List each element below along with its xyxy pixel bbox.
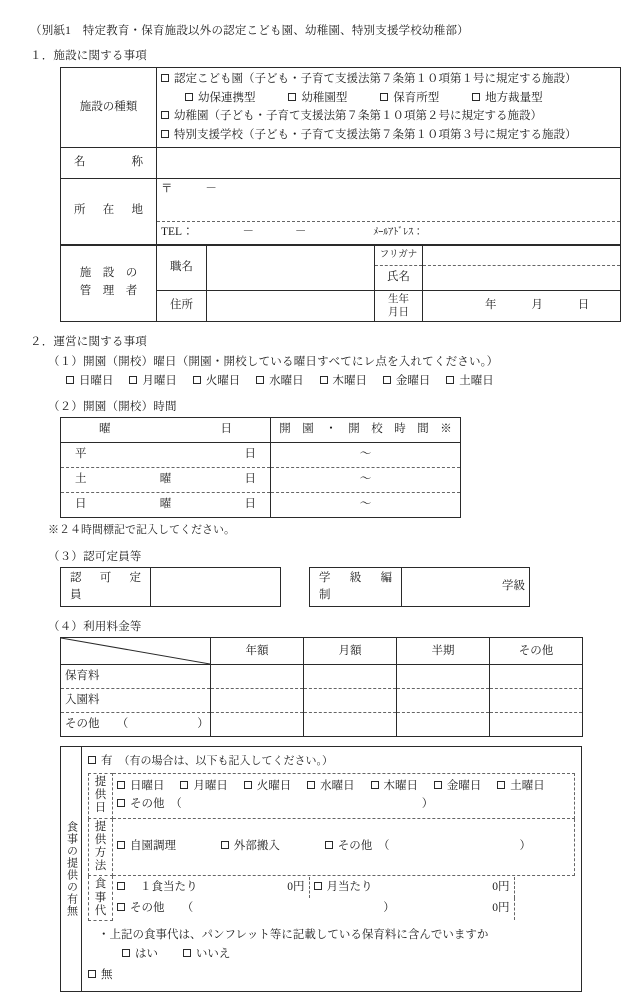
table-row-facility-address	[61, 178, 621, 221]
checkbox-icon[interactable]	[88, 756, 96, 764]
facility-type-option-label: 認定こども園（子ども・子育て支援法第７条第１０項第１号に規定する施設）	[174, 73, 577, 85]
fee-row-label-childcare: 保育料	[61, 665, 211, 689]
checkbox-icon[interactable]	[129, 376, 137, 384]
manager-job-title-field[interactable]	[207, 245, 375, 290]
capacity-row	[60, 567, 608, 608]
open-day-label: 土曜日	[459, 374, 494, 387]
open-day-option-6[interactable]	[446, 375, 494, 387]
section2-sub1-title: （１）開園（開校）曜日（開園・開校している曜日すべてにレ点を入れてください。）	[48, 355, 499, 368]
hours-row-label-text: 土 曜 日	[75, 473, 256, 486]
facility-name-label	[61, 147, 157, 178]
facility-type-options	[157, 68, 621, 148]
provide-method-other-close: ）	[519, 840, 531, 853]
fee-cell[interactable]	[211, 713, 304, 737]
authorized-capacity-label-text: 認 可 定 員	[70, 571, 153, 601]
provide-day-option-6[interactable]	[497, 780, 545, 792]
facility-subtype-label: 保育所型	[393, 91, 440, 104]
provide-method-label-line2: 方法	[94, 846, 107, 873]
provide-day-label: 日曜日	[130, 780, 165, 793]
section2-sub3-title: （３）認可定員等	[48, 550, 142, 563]
meal-fee-per-month-amount[interactable]: 0円	[492, 881, 510, 894]
provide-method-label	[89, 818, 113, 876]
class-organization-label	[310, 567, 402, 607]
table-row	[61, 467, 461, 492]
checkbox-icon[interactable]	[117, 799, 125, 807]
open-day-option-1[interactable]	[129, 375, 177, 387]
open-day-option-0[interactable]	[66, 375, 114, 387]
table-row-meal-fee	[89, 876, 575, 921]
facility-subtype-label: 地方裁量型	[485, 91, 543, 104]
hours-col-time-header: 開 園 ・ 開 校 時 間 ※	[271, 417, 461, 442]
fee-row-label-other: その他 （ ）	[61, 713, 211, 737]
provide-days-other[interactable]	[117, 796, 570, 813]
provide-day-label: 木曜日	[383, 780, 418, 793]
meal-fee-per-month[interactable]	[309, 877, 514, 898]
meal-fee-answer-yes[interactable]	[122, 948, 158, 960]
opening-hours-table	[60, 417, 461, 518]
meal-none-label: 無	[101, 969, 113, 982]
table-row-facility-name	[61, 147, 621, 178]
diagonal-line-icon	[61, 638, 210, 664]
checkbox-icon[interactable]	[122, 949, 130, 957]
checkbox-icon[interactable]	[161, 111, 169, 119]
provide-days-other-close: ）	[421, 797, 434, 810]
class-unit-label: 学級	[502, 580, 525, 593]
email-label: ﾒｰﾙｱﾄﾞﾚｽ：	[373, 226, 424, 238]
provide-method-other[interactable]	[325, 840, 531, 852]
checkbox-icon[interactable]	[185, 93, 193, 101]
table-row	[61, 689, 583, 713]
facility-subtype-1[interactable]	[288, 89, 347, 108]
section2-sub4-title: （４）利用料金等	[48, 621, 142, 634]
meal-fee-label-char: 代	[94, 904, 107, 917]
table-row	[310, 567, 530, 607]
provide-method-other-label: その他 （	[337, 840, 390, 853]
checkbox-icon[interactable]	[371, 781, 379, 789]
checkbox-icon[interactable]	[434, 781, 442, 789]
manager-address-label: 住所	[157, 290, 207, 321]
facility-subtype-label: 幼稚園型	[301, 91, 348, 104]
meal-fee-per-meal-label: １食当たり	[140, 881, 198, 894]
meal-fee-per-meal[interactable]	[113, 877, 309, 898]
meal-has-label: 有	[101, 755, 113, 768]
meal-fee-answer-no[interactable]	[183, 948, 231, 960]
checkbox-icon[interactable]	[472, 93, 480, 101]
class-organization-table	[309, 567, 530, 608]
meal-fee-inner-table	[113, 877, 575, 920]
fee-col-header-monthly: 月額	[304, 638, 397, 665]
meal-fee-other[interactable]	[113, 898, 514, 919]
facility-subtype-label: 幼保連携型	[198, 91, 256, 104]
checkbox-icon[interactable]	[180, 781, 188, 789]
meal-fee-question: ・上記の食事代は、パンフレット等に記載している保育料に含んでいますか	[98, 929, 489, 942]
birthdate-year-unit: 年	[485, 299, 497, 311]
checkbox-icon[interactable]	[161, 74, 169, 82]
facility-type-option-label: 幼稚園（子ども・子育て支援法第７条第１０項第２号に規定する施設）	[174, 110, 542, 123]
meal-fee-label	[89, 876, 113, 921]
fee-cell[interactable]	[490, 713, 583, 737]
meal-fee-label-char: 食	[94, 878, 107, 891]
open-day-option-5[interactable]	[383, 375, 431, 387]
manager-birthdate-field[interactable]	[423, 290, 621, 321]
class-organization-field[interactable]	[402, 567, 530, 607]
checkbox-icon[interactable]	[193, 376, 201, 384]
authorized-capacity-label	[61, 567, 151, 607]
fee-cell[interactable]	[397, 665, 490, 689]
class-organization-label-text: 学 級 編 制	[319, 571, 404, 601]
manager-label-line1: 施 設 の	[79, 267, 138, 280]
table-row	[113, 898, 575, 919]
section2-title: ２．運営に関する事項	[30, 335, 147, 348]
meal-has-option[interactable]	[88, 752, 575, 771]
provide-method-options	[113, 818, 575, 876]
fee-cell[interactable]	[211, 689, 304, 713]
tel-dash-2: －	[294, 225, 307, 238]
open-day-label: 日曜日	[79, 374, 114, 387]
table-header-row	[61, 417, 461, 442]
manager-name-label: 氏名	[375, 265, 423, 290]
fee-cell[interactable]	[397, 689, 490, 713]
usage-fee-table	[60, 637, 583, 737]
provide-days-weekdays	[117, 778, 570, 795]
fee-cell[interactable]	[304, 713, 397, 737]
open-day-label: 木曜日	[332, 374, 367, 387]
meal-fee-answer-label: はい	[135, 948, 158, 961]
facility-type-option-label: 特別支援学校（子ども・子育て支援法第７条第１０項第３号に規定する施設）	[174, 128, 577, 141]
provide-day-label: 金曜日	[446, 780, 482, 793]
birthdate-day-unit: 日	[577, 299, 590, 311]
facility-contact-row	[157, 221, 621, 244]
facility-type-option-0[interactable]	[161, 70, 616, 89]
authorized-capacity-table	[60, 567, 281, 608]
facility-info-table	[60, 67, 621, 245]
provide-day-option-3[interactable]	[307, 780, 355, 792]
checkbox-icon[interactable]	[256, 376, 264, 384]
provide-days-label-char: 日	[94, 802, 107, 815]
document-header: （別紙1 特定教育・保育施設以外の認定こども園、幼稚園、特別支援学校幼稚部）	[30, 25, 469, 37]
open-day-option-3[interactable]	[256, 375, 304, 387]
table-row	[61, 442, 461, 467]
checkbox-icon[interactable]	[320, 376, 328, 384]
facility-subtype-0[interactable]	[185, 89, 256, 108]
manager-job-title-label: 職名	[157, 245, 207, 290]
facility-address-label	[61, 178, 157, 244]
checkbox-icon[interactable]	[117, 841, 125, 849]
checkbox-icon[interactable]	[117, 781, 125, 789]
fee-cell[interactable]	[490, 689, 583, 713]
meal-provision-box	[60, 746, 582, 991]
table-row	[113, 877, 575, 898]
meal-has-hint: （有の場合は、以下も記入してください。）	[118, 755, 333, 768]
facility-subtype-3[interactable]	[472, 89, 543, 108]
facility-manager-table	[60, 245, 621, 322]
provide-day-option-1[interactable]	[180, 780, 228, 792]
provide-days-options	[113, 773, 575, 818]
meal-detail-table	[88, 773, 575, 921]
hours-row-saturday-value[interactable]: ～	[271, 467, 461, 492]
hours-row-label-text: 日 曜 日	[75, 498, 256, 511]
provide-day-label: 水曜日	[320, 780, 355, 793]
table-row-provide-days	[89, 773, 575, 818]
manager-name-field[interactable]	[423, 265, 621, 290]
manager-label-line2: 管 理 者	[79, 285, 138, 298]
checkbox-icon[interactable]	[244, 781, 252, 789]
authorized-capacity-field[interactable]	[151, 567, 281, 607]
facility-name-label-text: 名 称	[74, 155, 143, 168]
provide-day-option-5[interactable]	[434, 780, 482, 792]
hours-col-day-header-text: 曜 日	[99, 423, 232, 436]
meal-provision-vertical-label	[61, 747, 82, 990]
provide-method-label-text: 外部搬入	[233, 840, 280, 853]
provide-day-label: 土曜日	[510, 780, 545, 793]
checkbox-icon[interactable]	[288, 93, 296, 101]
postal-mark-icon: 〒	[161, 182, 173, 195]
provide-day-label: 火曜日	[256, 780, 292, 793]
provide-method-label-line1: 提供	[94, 820, 107, 846]
table-header-row	[61, 638, 583, 665]
checkbox-icon[interactable]	[325, 841, 333, 849]
checkbox-icon[interactable]	[221, 841, 229, 849]
provide-days-label-char: 供	[94, 789, 107, 802]
provide-day-option-4[interactable]	[371, 780, 419, 792]
checkbox-icon[interactable]	[446, 376, 454, 384]
facility-type-label: 施設の種類	[61, 68, 157, 148]
open-day-label: 水曜日	[269, 374, 304, 387]
checkbox-icon[interactable]	[88, 970, 96, 978]
tel-label: TEL：	[161, 225, 194, 238]
checkbox-icon[interactable]	[497, 781, 505, 789]
provide-days-other-label: その他 （	[130, 797, 182, 810]
facility-type-sub-options	[161, 89, 616, 108]
facility-subtype-2[interactable]	[380, 89, 439, 108]
facility-type-option-1[interactable]	[161, 107, 616, 126]
hours-row-weekday-label	[61, 442, 271, 467]
checkbox-icon[interactable]	[383, 376, 391, 384]
hours-col-day-header	[61, 417, 271, 442]
provide-days-label	[89, 773, 113, 818]
table-row	[61, 665, 583, 689]
open-day-label: 火曜日	[205, 374, 241, 387]
fee-cell[interactable]	[304, 665, 397, 689]
meal-fee-answer-group	[122, 945, 575, 961]
meal-fee-other-close: ）	[383, 902, 395, 915]
hours-note: ※２４時間標記で記入してください。	[48, 523, 235, 536]
hours-row-weekday-value[interactable]: ～	[271, 442, 461, 467]
table-row-manager-job-title	[61, 245, 621, 265]
provide-days-label-char: 提	[94, 775, 107, 788]
meal-fee-options	[113, 876, 575, 921]
open-day-label: 金曜日	[395, 374, 431, 387]
table-row	[61, 567, 281, 607]
fee-cell[interactable]	[490, 665, 583, 689]
checkbox-icon[interactable]	[183, 949, 191, 957]
open-day-option-4[interactable]	[320, 375, 368, 387]
meal-fee-label-char: 事	[94, 891, 107, 904]
provide-day-label: 月曜日	[193, 780, 228, 793]
provide-method-option-0[interactable]	[117, 840, 176, 852]
provide-method-row	[117, 838, 570, 855]
manager-birthdate-label	[375, 290, 423, 321]
section2-sub2-title: （２）開園（開校）時間	[48, 400, 177, 413]
fee-cell[interactable]	[304, 689, 397, 713]
meal-provision-vertical-label-text: 食事の提供の有無	[65, 820, 78, 917]
open-days-checklist	[66, 372, 608, 388]
fee-col-header-halfterm: 半期	[397, 638, 490, 665]
open-day-option-2[interactable]	[193, 375, 241, 387]
provide-day-option-0[interactable]	[117, 780, 165, 792]
birthdate-month-unit: 月	[531, 299, 543, 311]
manager-furigana-field[interactable]	[423, 245, 621, 265]
birthdate-label-line2: 月日	[388, 306, 409, 318]
open-day-label: 月曜日	[142, 374, 177, 387]
checkbox-icon[interactable]	[117, 903, 125, 911]
meal-fee-other-amount[interactable]: 0円	[492, 902, 510, 915]
fee-row-label-admission: 入園料	[61, 689, 211, 713]
provide-method-label-text: 自園調理	[130, 840, 176, 853]
meal-provision-body	[82, 747, 581, 990]
birthdate-label-line1: 生年	[388, 293, 409, 305]
checkbox-icon[interactable]	[117, 882, 125, 890]
fee-col-header-other: その他	[490, 638, 583, 665]
checkbox-icon[interactable]	[161, 130, 169, 138]
fee-col-header-annual: 年額	[211, 638, 304, 665]
meal-none-option[interactable]	[88, 967, 575, 984]
postal-dash: －	[205, 182, 217, 195]
facility-address-label-text: 所 在 地	[74, 204, 143, 217]
meal-fee-answer-label: いいえ	[195, 948, 231, 961]
facility-address-field[interactable]	[157, 178, 621, 221]
manager-furigana-label: フリガナ	[375, 245, 423, 265]
manager-label	[61, 245, 157, 321]
hours-row-label-text: 平 日	[75, 448, 256, 461]
table-row	[61, 492, 461, 517]
section1-title: １．施設に関する事項	[30, 50, 147, 62]
hours-row-saturday-label	[61, 467, 271, 492]
table-row-facility-type	[61, 68, 621, 148]
meal-fee-other-label: その他 （	[130, 902, 194, 915]
hours-row-sunday-value[interactable]: ～	[271, 492, 461, 517]
fee-cell[interactable]	[211, 665, 304, 689]
hours-row-sunday-label	[61, 492, 271, 517]
manager-address-field[interactable]	[207, 290, 375, 321]
meal-fee-per-month-label: 月当たり	[326, 881, 373, 894]
provide-method-option-1[interactable]	[221, 840, 280, 852]
table-row-provide-method	[89, 818, 575, 876]
meal-fee-per-meal-amount[interactable]: 0円	[287, 881, 305, 894]
fee-table-corner-cell	[61, 638, 211, 665]
tel-dash-1: －	[242, 225, 254, 238]
fee-cell[interactable]	[397, 713, 490, 737]
checkbox-icon[interactable]	[66, 376, 74, 384]
provide-day-option-2[interactable]	[244, 780, 292, 792]
checkbox-icon[interactable]	[307, 781, 315, 789]
facility-type-option-2[interactable]	[161, 126, 616, 145]
checkbox-icon[interactable]	[380, 93, 388, 101]
table-row	[61, 713, 583, 737]
checkbox-icon[interactable]	[314, 882, 322, 890]
facility-name-field[interactable]	[157, 147, 621, 178]
